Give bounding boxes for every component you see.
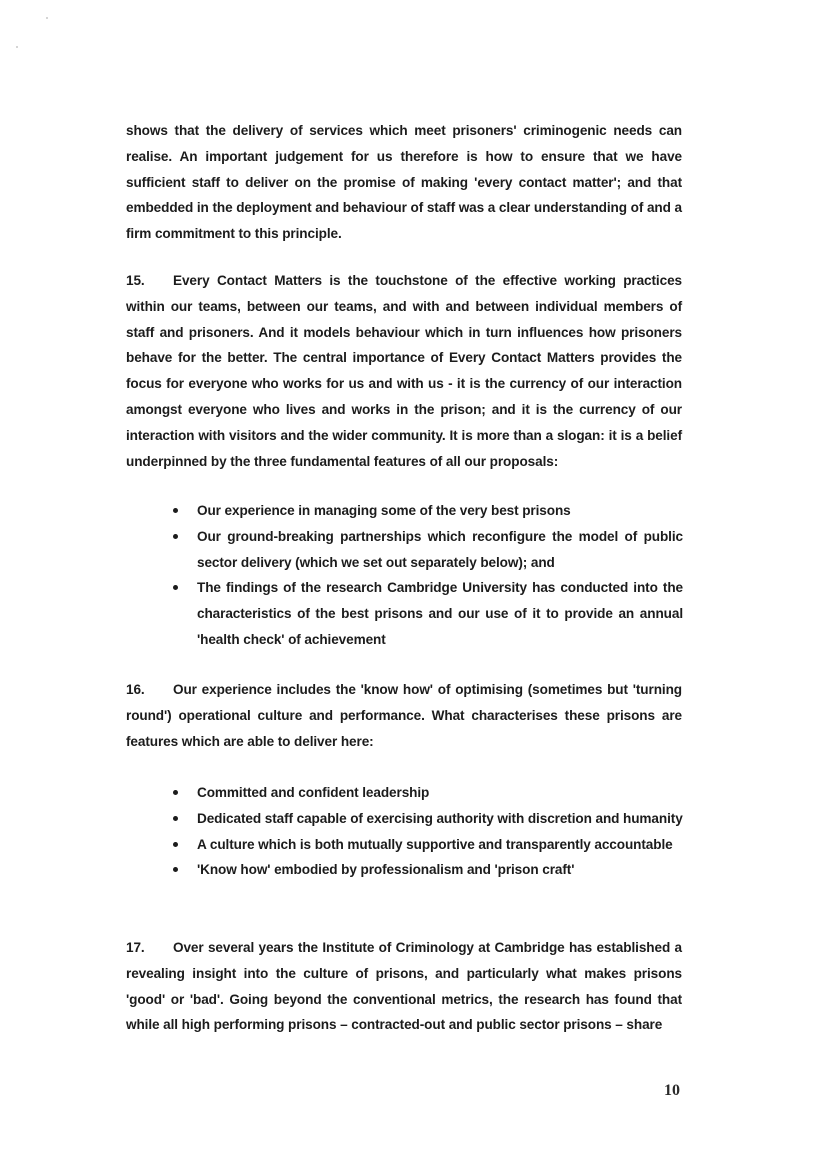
paragraph-15 [126, 268, 682, 474]
list-item [171, 832, 683, 858]
bullet-icon [173, 534, 178, 539]
bullet-icon [173, 585, 178, 590]
intro-paragraph: shows that the delivery of services which meet prisoners' criminogenic needs can realise. An important judgement for us therefore is how to ensure that we have sufficient staff to deliver on the promise of making 'every contact matter'; and that embedded in the deployment and behaviour of staff was a clear understanding of and a firm commitment to this principle. [126, 123, 682, 242]
list-item-text: Our ground-breaking partnerships which reconfigure the model of public sector delivery (which we set out separately below); and [197, 528, 683, 570]
list-item [171, 857, 683, 883]
bullet-list-16 [171, 780, 683, 883]
paragraph-17 [126, 935, 682, 1038]
list-item-text: Our experience in managing some of the very best prisons [197, 503, 571, 518]
bullet-icon [173, 867, 178, 872]
bullet-icon [173, 842, 178, 847]
list-item [171, 498, 683, 524]
paragraph-16 [126, 677, 682, 754]
bullet-icon [173, 816, 178, 821]
paragraph-number: 15. [126, 273, 145, 288]
scan-speck [46, 17, 48, 19]
list-item [171, 806, 683, 832]
list-item-text: The findings of the research Cambridge University has conducted into the characteristics of the best prisons and our use of it to provide an annual 'health check' of achievement [197, 580, 683, 647]
list-item [171, 780, 683, 806]
list-item [171, 524, 683, 576]
paragraph-text: Every Contact Matters is the touchstone of the effective working practices within our teams, between our teams, and with and between individual members of staff and prisoners. And it models behaviour which in turn influences how prisoners behave for the better. The central importance of Every Contact Matters provides the focus for everyone who works for us and with us - it is the currency of our interaction amongst everyone who lives and works in the prison; and it is the currency of our interaction with visitors and the wider community. It is more than a slogan: it is a belief underpinned by the three fundamental features of all our proposals: [126, 273, 682, 469]
paragraph-text: Over several years the Institute of Criminology at Cambridge has established a revealing insight into the culture of prisons, and particularly what makes prisons 'good' or 'bad'. Going beyond the conventional metrics, the research has found that while all high performing prisons – contracted-out and public sector prisons – share [126, 940, 682, 1033]
list-item-text: Committed and confident leadership [197, 785, 430, 800]
list-item-text: 'Know how' embodied by professionalism and 'prison craft' [197, 862, 575, 878]
paragraph-number: 16. [126, 682, 145, 697]
paragraph-number: 17. [126, 940, 145, 955]
list-item-text: Dedicated staff capable of exercising authority with discretion and humanity [197, 810, 683, 826]
paragraph-text: Our experience includes the 'know how' of optimising (sometimes but 'turning round') operational culture and performance. What characterises these prisons are features which are able to deliver here: [126, 682, 682, 749]
bullet-list-15 [171, 498, 683, 653]
list-item-text: A culture which is both mutually supportive and transparently accountable [197, 836, 673, 852]
scan-speck [16, 46, 18, 48]
bullet-icon [173, 508, 178, 513]
bullet-icon [173, 790, 178, 795]
page-number: 10 [664, 1082, 680, 1099]
list-item [171, 575, 683, 652]
